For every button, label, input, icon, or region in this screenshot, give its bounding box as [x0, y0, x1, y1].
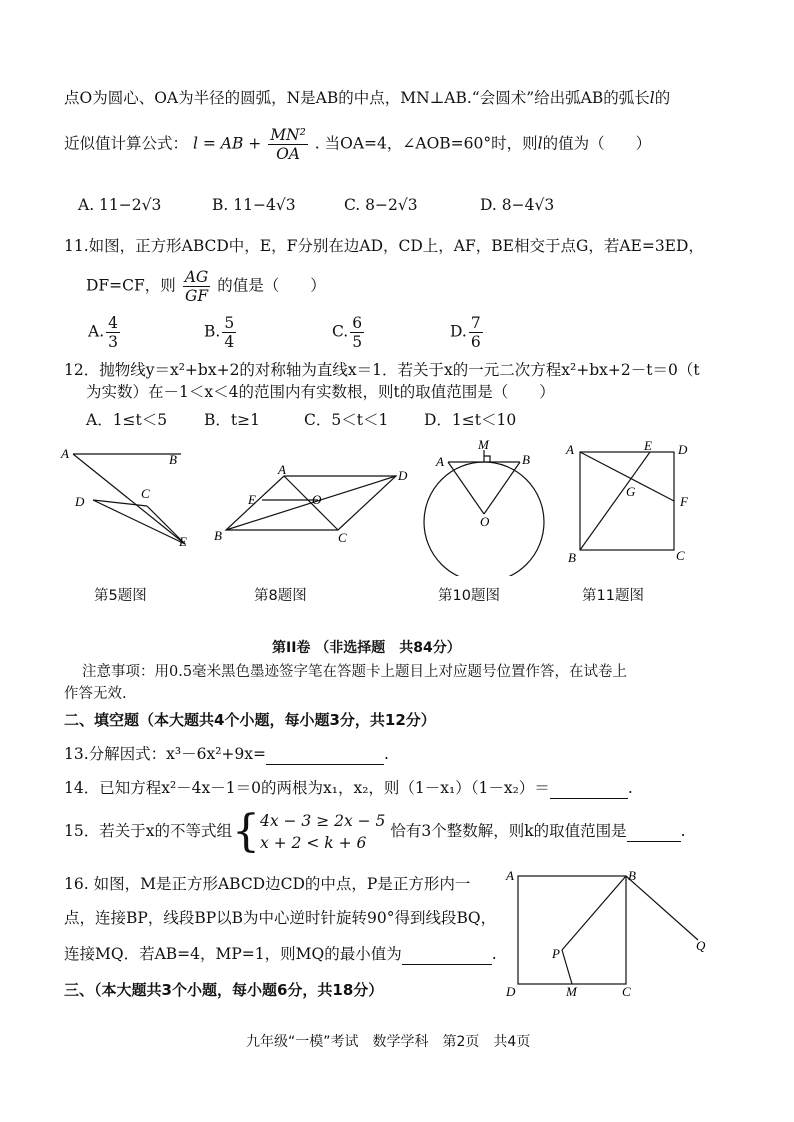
fig5-label-b: B: [169, 452, 177, 467]
notice-line1: 注意事项：用0.5毫米黑色墨迹签字笔在答题卡上题目上对应题号位置作答，在试卷上: [82, 664, 628, 680]
q10-line2: 近似值计算公式： l = AB + $\frac{\text{MN²}}{OA}$ . 当OA=4，∠AOB=60°时，则l的值为（ ）: [64, 126, 652, 163]
q11-option-a: A. $\frac{4}{3}$: [88, 314, 118, 351]
fig11-label-g: G: [626, 484, 636, 499]
page-footer: 九年级“一模”考试 数学学科 第2页 共4页: [246, 1034, 531, 1050]
caption-figure-5: 第5题图: [94, 588, 147, 604]
q15: 15．若关于x的不等式组{ 4x − 3 ≥ 2x − 5 x + 2 < k + 6 恰有3个整数解，则k的取值范围是 .: [64, 806, 686, 857]
caption-figure-11: 第11题图: [582, 588, 644, 604]
figure-5: [55, 440, 205, 560]
q12-line1: 12．抛物线y＝x²+bx+2的对称轴为直线x＝1．若关于x的一元二次方程x²+bx+2－t＝0（t: [64, 361, 700, 379]
fig10-label-a: A: [436, 454, 444, 469]
fig16-label-m: M: [566, 984, 577, 999]
q15-answer-blank[interactable]: [627, 821, 681, 842]
q16-answer-blank[interactable]: [402, 944, 492, 965]
q12-option-b: B．t≥1: [204, 411, 260, 429]
figure-11: [562, 440, 697, 565]
fig5-label-e: E: [179, 534, 187, 549]
fig8-label-a: A: [278, 462, 286, 477]
fig10-label-m: M: [478, 437, 489, 452]
part2-title: 第II卷 （非选择题 共84分）: [272, 640, 461, 656]
q14: 14．已知方程x²－4x－1＝0的两根为x₁，x₂，则（1－x₁）（1－x₂）＝ .: [64, 779, 633, 797]
q13-answer-blank[interactable]: [266, 744, 384, 765]
q12-option-c: C．5＜t＜1: [304, 411, 389, 429]
fig11-label-a: A: [566, 442, 574, 457]
q10-option-b: B. 11−4√3: [212, 196, 296, 214]
section-3-heading: 三、（本大题共3个小题，每小题6分，共18分）: [64, 981, 384, 999]
caption-figure-8: 第8题图: [254, 588, 307, 604]
fig8-label-c: C: [338, 530, 347, 545]
q11-line1: 11.如图，正方形ABCD中，E，F分别在边AD，CD上，AF，BE相交于点G，若AE=3ED，: [64, 237, 704, 255]
q15-brace: {: [231, 806, 260, 857]
fig5-label-c: C: [141, 486, 150, 501]
q12-line2: 为实数）在－1＜x＜4的范围内有实数根，则t的取值范围是（ ）: [86, 383, 555, 401]
caption-figure-10: 第10题图: [438, 588, 500, 604]
fig11-label-d: D: [678, 442, 688, 457]
q14-answer-blank[interactable]: [550, 778, 628, 799]
fig11-label-f: F: [680, 494, 688, 509]
figure-10: [420, 436, 550, 576]
q11-option-c: C. $\frac{6}{5}$: [332, 314, 363, 351]
fig8-label-d: D: [398, 468, 408, 483]
notice-line2: 作答无效.: [64, 686, 127, 702]
fig11-label-c: C: [676, 548, 685, 563]
fig5-label-d: D: [75, 494, 85, 509]
q16-line3: 连接MQ．若AB=4，MP=1，则MQ的最小值为 .: [64, 945, 497, 963]
q12-option-d: D．1≤t＜10: [424, 411, 517, 429]
fig5-label-a: A: [61, 446, 69, 461]
q10-line1: 点O为圆心、OA为半径的圆弧，N是AB的中点，MN⊥AB.“会圆术”给出弧AB的弧长l的: [64, 89, 671, 107]
fig16-label-q: Q: [696, 938, 706, 953]
fig16-label-d: D: [506, 984, 516, 999]
q10-option-a: A. 11−2√3: [78, 196, 162, 214]
q16-line1: 16. 如图，M是正方形ABCD边CD的中点，P是正方形内一: [64, 875, 471, 893]
q10-option-d: D. 8−4√3: [480, 196, 555, 214]
fig11-label-e: E: [644, 440, 652, 453]
q11-line2: DF=CF，则 $\frac{AG}{GF}$ 的值是（ ）: [86, 268, 326, 305]
q12-option-a: A．1≤t＜5: [86, 411, 168, 429]
fig16-label-c: C: [622, 984, 631, 999]
fig16-label-b: B: [628, 868, 636, 883]
section-2-heading: 二、填空题（本大题共4个小题，每小题3分，共12分）: [64, 711, 436, 729]
q10-formula-fraction: $\frac{\text{MN²}}{OA}$: [270, 126, 306, 163]
q10-option-c: C. 8−2√3: [344, 196, 418, 214]
q16-line2: 点，连接BP，线段BP以B为中心逆时针旋转90°得到线段BQ，: [64, 909, 497, 927]
fig11-label-b: B: [568, 550, 576, 565]
q11-option-b: B. $\frac{5}{4}$: [204, 314, 235, 351]
fig10-label-o: O: [480, 514, 490, 529]
q11-fraction: $\frac{AG}{GF}$: [184, 268, 209, 305]
fig8-label-b: B: [214, 528, 222, 543]
q11-option-d: D. $\frac{7}{6}$: [450, 314, 481, 351]
fig16-label-a: A: [506, 868, 514, 883]
q15-inequality-system: 4x − 3 ≥ 2x − 5 x + 2 < k + 6: [259, 812, 386, 852]
fig8-label-o: O: [312, 492, 322, 507]
fig16-label-p: P: [552, 946, 560, 961]
figure-8: [210, 460, 415, 550]
figure-16: [500, 862, 710, 1002]
fig8-label-e: E: [248, 492, 256, 507]
q13: 13.分解因式：x³－6x²+9x= .: [64, 745, 389, 763]
fig10-label-b: B: [522, 452, 530, 467]
